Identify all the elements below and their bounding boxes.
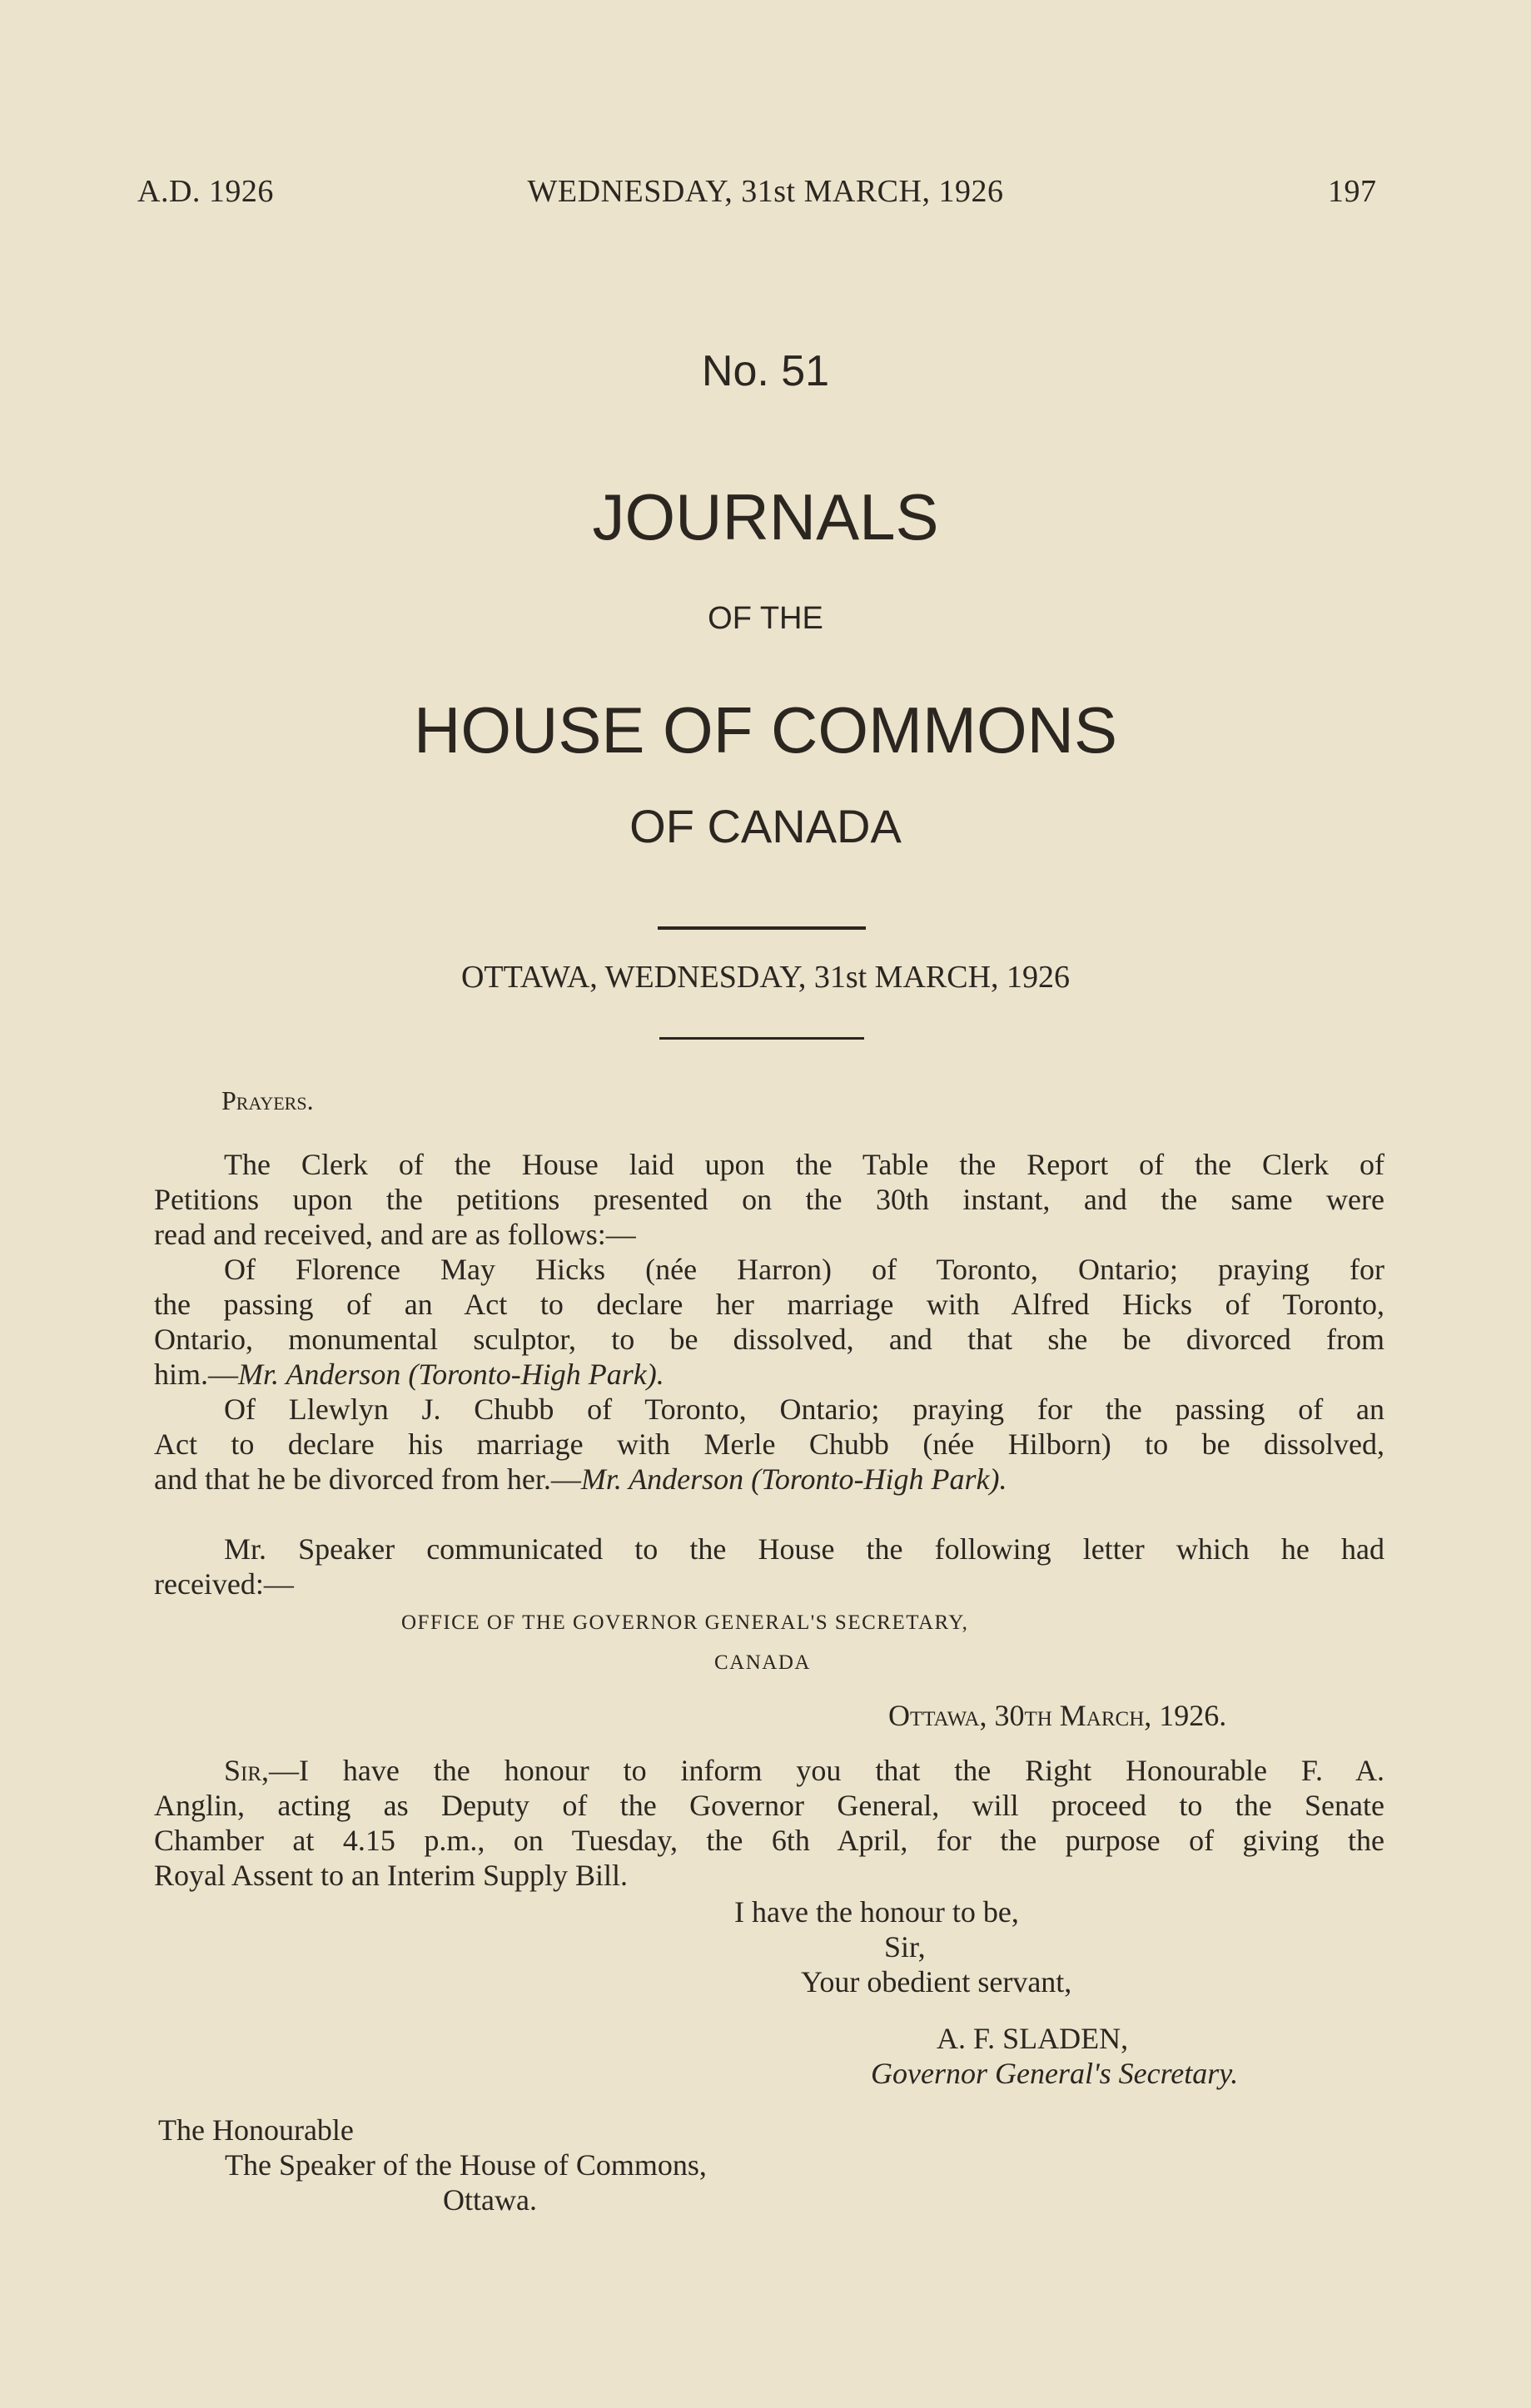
text-line: the passing of an Act to declare her marriage with Alfred Hicks of Toronto, [154,1288,1384,1321]
signature-name: A. F. SLADEN, [937,2022,1129,2055]
of-canada-label: OF CANADA [629,800,902,852]
dateline: OTTAWA, WEDNESDAY, 31st MARCH, 1926 [460,960,1071,995]
text-fragment: him.— [154,1358,239,1391]
text-line: Anglin, acting as Deputy of the Governor General, will proceed to the Senate [154,1789,1384,1822]
salutation: Sir, [224,1754,270,1787]
paragraph-petition-chubb [154,1392,1384,1497]
letter-office: OFFICE OF THE GOVERNOR GENERAL'S SECRETARY, [401,1611,969,1634]
text-line: read and received, and are as follows:— [154,1218,636,1251]
paragraph-speaker-letter [154,1532,1384,1601]
paragraph-petition-hicks [154,1252,1384,1392]
of-the-label: OF THE [708,601,823,636]
masthead-rule-top [658,926,866,930]
letter-body [154,1753,1384,1893]
journal-title: JOURNALS [592,480,939,554]
running-header-year: A.D. 1926 [137,174,274,209]
letter-closing-1: I have the honour to be, [734,1895,1019,1929]
house-title: HOUSE OF COMMONS [413,693,1117,767]
text-line: Royal Assent to an Interim Supply Bill. [154,1859,628,1892]
letter-closing-3: Your obedient servant, [801,1965,1072,1998]
member-attribution: Mr. Anderson (Toronto-High Park). [238,1358,664,1391]
text-line: Mr. Speaker communicated to the House the following letter which he had [224,1532,1384,1566]
text-line: Chamber at 4.15 p.m., on Tuesday, the 6th April, for the purpose of giving the [154,1824,1384,1857]
text-line: Act to declare his marriage with Merle Chubb (née Hilborn) to be dissolved, [154,1427,1384,1461]
text-fragment: —I have the honour to inform you that the Right Honourable F. A. [269,1754,1384,1787]
paragraph-clerk-report [154,1147,1384,1252]
page-number: 197 [1328,174,1377,209]
letter-country: CANADA [714,1651,811,1674]
address-line-3: Ottawa. [443,2183,537,2217]
text-line [154,1462,1384,1497]
text-line: received:— [154,1567,294,1601]
letter-closing-2: Sir, [884,1930,926,1964]
text-line: The Clerk of the House laid upon the Table the Report of the Clerk of [224,1148,1384,1181]
member-attribution: Mr. Anderson (Toronto-High Park). [580,1462,1007,1496]
text-fragment: and that he be divorced from her.— [154,1462,581,1496]
text-line: Petitions upon the petitions presented on the 30th instant, and the same were [154,1183,1384,1216]
signature-title: Governor General's Secretary. [871,2057,1239,2090]
text-line: Ontario, monumental sculptor, to be dissolved, and that she be divorced from [154,1323,1384,1356]
text-line [154,1357,1384,1392]
address-line-2: The Speaker of the House of Commons, [225,2148,707,2182]
text-line: Of Llewlyn J. Chubb of Toronto, Ontario; praying for the passing of an [224,1393,1384,1426]
address-line-1: The Honourable [158,2113,354,2147]
text-line: Of Florence May Hicks (née Harron) of Toronto, Ontario; praying for [224,1253,1384,1286]
masthead-rule-bottom [659,1037,864,1040]
text-line [154,1753,1384,1788]
letter-dateline: Ottawa, 30th March, 1926. [888,1699,1227,1732]
journal-number: No. 51 [701,347,830,395]
prayers-heading: Prayers. [221,1085,314,1115]
running-header-date: WEDNESDAY, 31st MARCH, 1926 [527,174,1004,209]
